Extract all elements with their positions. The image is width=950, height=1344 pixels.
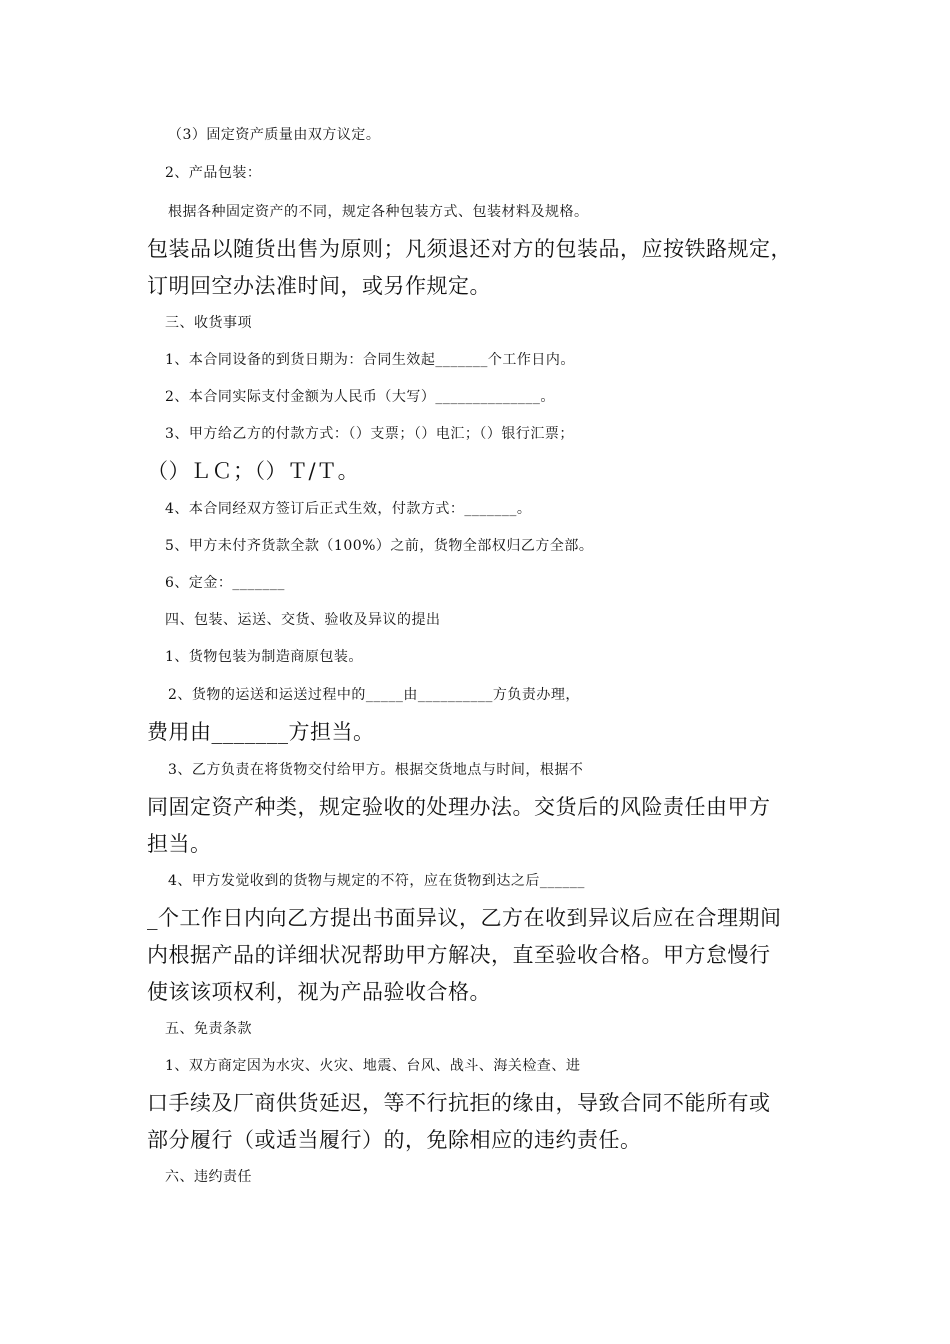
section-heading: 三、收货事项 [165,315,252,331]
text-line: 口手续及厂商供货延迟，等不行抗拒的缘由，导致合同不能所有或 [147,1091,771,1115]
text-line: 2、产品包装： [165,165,262,181]
text-line: 2、本合同实际支付金额为人民币（大写）______________。 [165,389,555,405]
text-line: 5、甲方未付齐货款全款（100%）之前，货物全部权归乙方全部。 [165,538,594,554]
section-heading: 六、违约责任 [165,1169,252,1185]
text-line: （）ＬＣ；（）Ｔ/Ｔ。 [147,459,360,483]
text-line: （3）固定资产质量由双方议定。 [168,127,381,143]
text-line: 根据各种固定资产的不同，规定各种包装方式、包装材料及规格。 [168,204,589,220]
text-line: 3、甲方给乙方的付款方式：（）支票；（）电汇；（）银行汇票； [165,426,574,442]
text-line: 3、乙方负责在将货物交付给甲方。根据交货地点与时间，根据不 [168,762,584,778]
section-heading: 五、免责条款 [165,1021,252,1037]
text-line: 4、甲方发觉收到的货物与规定的不符，应在货物到达之后______ [168,873,585,889]
text-line: 2、货物的运送和运送过程中的_____由__________方负责办理， [168,687,580,703]
text-line: 1、货物包装为制造商原包装。 [165,649,363,665]
text-line: 担当。 [147,832,212,856]
text-line: 1、双方商定因为水灾、火灾、地震、台风、战斗、海关检查、进 [165,1058,581,1074]
text-line: 同固定资产种类，规定验收的处理办法。交货后的风险责任由甲方 [147,795,771,819]
text-line: 使该该项权利，视为产品验收合格。 [147,980,491,1004]
text-line: 包装品以随货出售为原则；凡须退还对方的包装品，应按铁路规定， [147,237,792,261]
text-line: 6、定金：_______ [165,575,285,591]
text-line: 部分履行（或适当履行）的，免除相应的违约责任。 [147,1128,642,1152]
text-line: 费用由_______方担当。 [147,720,375,744]
text-line: 4、本合同经双方签订后正式生效，付款方式：_______。 [165,501,532,517]
text-line: 订明回空办法准时间，或另作规定。 [147,274,491,298]
text-line: 1、本合同设备的到货日期为：合同生效起_______个工作日内。 [165,352,575,368]
text-line: _个工作日内向乙方提出书面异议，乙方在收到异议后应在合理期间 [147,906,782,930]
text-line: 内根据产品的详细状况帮助甲方解决，直至验收合格。甲方怠慢行 [147,943,771,967]
section-heading: 四、包装、运送、交货、验收及异议的提出 [165,612,441,628]
